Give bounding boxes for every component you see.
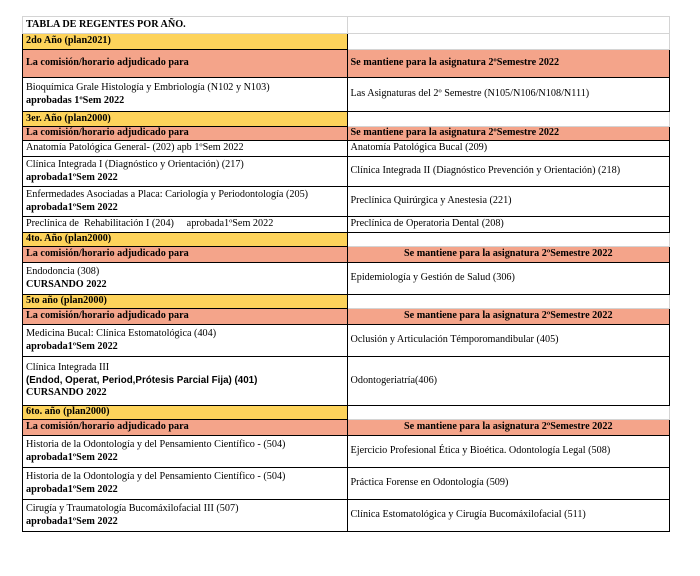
kept-subject-cell: Preclínica Quirúrgica y Anestesia (221) [347,187,669,217]
table-row [23,157,670,187]
year-row [23,295,670,309]
assigned-subject-cell [23,187,348,217]
column-header-row [23,247,670,263]
empty-cell [347,406,669,420]
column-header-right: Se mantiene para la asignatura 2ºSemestre 2022 [347,309,669,325]
kept-subject-cell: Práctica Forense en Odontología (509) [347,468,669,500]
table-row [23,436,670,468]
status-text: aprobada1ºSem 2022 [26,340,118,352]
status-text: CURSANDO 2022 [26,387,107,399]
status-text: aprobada1ºSem 2022 [26,483,118,495]
empty-cell [347,34,669,50]
table-row [23,187,670,217]
regents-table [22,16,670,532]
subject-text: Preclínica de Rehabilitación I (204) aprobada1ºSem 2022 [26,218,274,230]
assigned-subject-cell [23,78,348,112]
column-header-right: Se mantiene para la asignatura 2ºSemestre 2022 [347,247,669,263]
empty-cell [347,112,669,127]
subject-text: Historia de la Odontología y del Pensamiento Científico - (504) [26,438,286,450]
subject-text: Historia de la Odontología y del Pensamiento Científico - (504) [26,470,286,482]
table-row [23,217,670,233]
column-header-row [23,127,670,141]
kept-subject-cell: Ejercicio Profesional Ética y Bioética. Odontología Legal (508) [347,436,669,468]
table-row [23,263,670,295]
kept-subject-cell: Oclusión y Articulación Témporomandibular (405) [347,325,669,357]
title-row [23,17,670,34]
empty-cell [347,17,669,34]
column-header-row [23,50,670,78]
table-row [23,357,670,406]
year-label: 4to. Año (plan2000) [23,233,348,247]
kept-subject-cell: Las Asignaturas del 2º Semestre (N105/N106/N108/N111) [347,78,669,112]
column-header-row [23,420,670,436]
year-row [23,34,670,50]
subject-text: Anatomía Patológica General- (202) apb 1ºSem 2022 [26,142,244,154]
status-text: aprobadas 1ºSem 2022 [26,94,125,106]
column-header-left: La comisión/horario adjudicado para [23,420,348,436]
status-text: aprobada1ºSem 2022 [26,515,118,527]
kept-subject-cell: Preclínica de Operatoria Dental (208) [347,217,669,233]
year-label: 2do Año (plan2021) [23,34,348,50]
year-label: 3er. Año (plan2000) [23,112,348,127]
column-header-left: La comisión/horario adjudicado para [23,309,348,325]
column-header-right: Se mantiene para la asignatura 2ºSemestre 2022 [347,127,669,141]
kept-subject-cell: Epidemiología y Gestión de Salud (306) [347,263,669,295]
subject-detail-text: (Endod, Operat, Period,Prótesis Parcial Fija) (401) [26,374,258,386]
subject-text: Medicina Bucal: Clínica Estomatológica (404) [26,327,217,339]
year-label: 6to. año (plan2000) [23,406,348,420]
kept-subject-cell: Clínica Estomatológica y Cirugía Bucomáxilofacial (511) [347,500,669,532]
assigned-subject-cell [23,468,348,500]
column-header-left: La comisión/horario adjudicado para [23,127,348,141]
year-label: 5to año (plan2000) [23,295,348,309]
kept-subject-cell: Clínica Integrada II (Diagnóstico Prevención y Orientación) (218) [347,157,669,187]
status-text: CURSANDO 2022 [26,278,107,290]
table-row [23,468,670,500]
assigned-subject-cell [23,357,348,406]
subject-text: Clínica Integrada III [26,362,110,374]
assigned-subject-cell [23,500,348,532]
status-text: aprobada1ºSem 2022 [26,201,118,213]
kept-subject-cell: Anatomía Patológica Bucal (209) [347,141,669,157]
subject-text: Clínica Integrada I (Diagnóstico y Orientación) (217) [26,158,244,170]
table-row [23,325,670,357]
kept-subject-cell: Odontogeriatría(406) [347,357,669,406]
year-row [23,233,670,247]
subject-text: Cirugía y Traumatología Bucomáxilofacial III (507) [26,502,239,514]
table-row [23,500,670,532]
column-header-left: La comisión/horario adjudicado para [23,50,348,78]
subject-text: Endodoncia (308) [26,265,100,277]
subject-text: Enfermedades Asociadas a Placa: Cariología y Periodontología (205) [26,188,309,200]
assigned-subject-cell [23,263,348,295]
empty-cell [347,295,669,309]
table-title: TABLA DE REGENTES POR AÑO. [23,17,348,34]
table-row [23,141,670,157]
column-header-right: Se mantiene para la asignatura 2ºSemestre 2022 [347,420,669,436]
status-text: aprobada1ºSem 2022 [26,451,118,463]
assigned-subject-cell [23,325,348,357]
table-row [23,78,670,112]
assigned-subject-cell [23,141,348,157]
status-text: aprobada1ºSem 2022 [26,171,118,183]
assigned-subject-cell [23,436,348,468]
assigned-subject-cell [23,217,348,233]
year-row [23,112,670,127]
column-header-right: Se mantiene para la asignatura 2ºSemestre 2022 [347,50,669,78]
assigned-subject-cell [23,157,348,187]
empty-cell [347,233,669,247]
column-header-row [23,309,670,325]
column-header-left: La comisión/horario adjudicado para [23,247,348,263]
year-row [23,406,670,420]
subject-text: Bioquímica Grale Histología y Embriología (N102 y N103) [26,81,270,93]
